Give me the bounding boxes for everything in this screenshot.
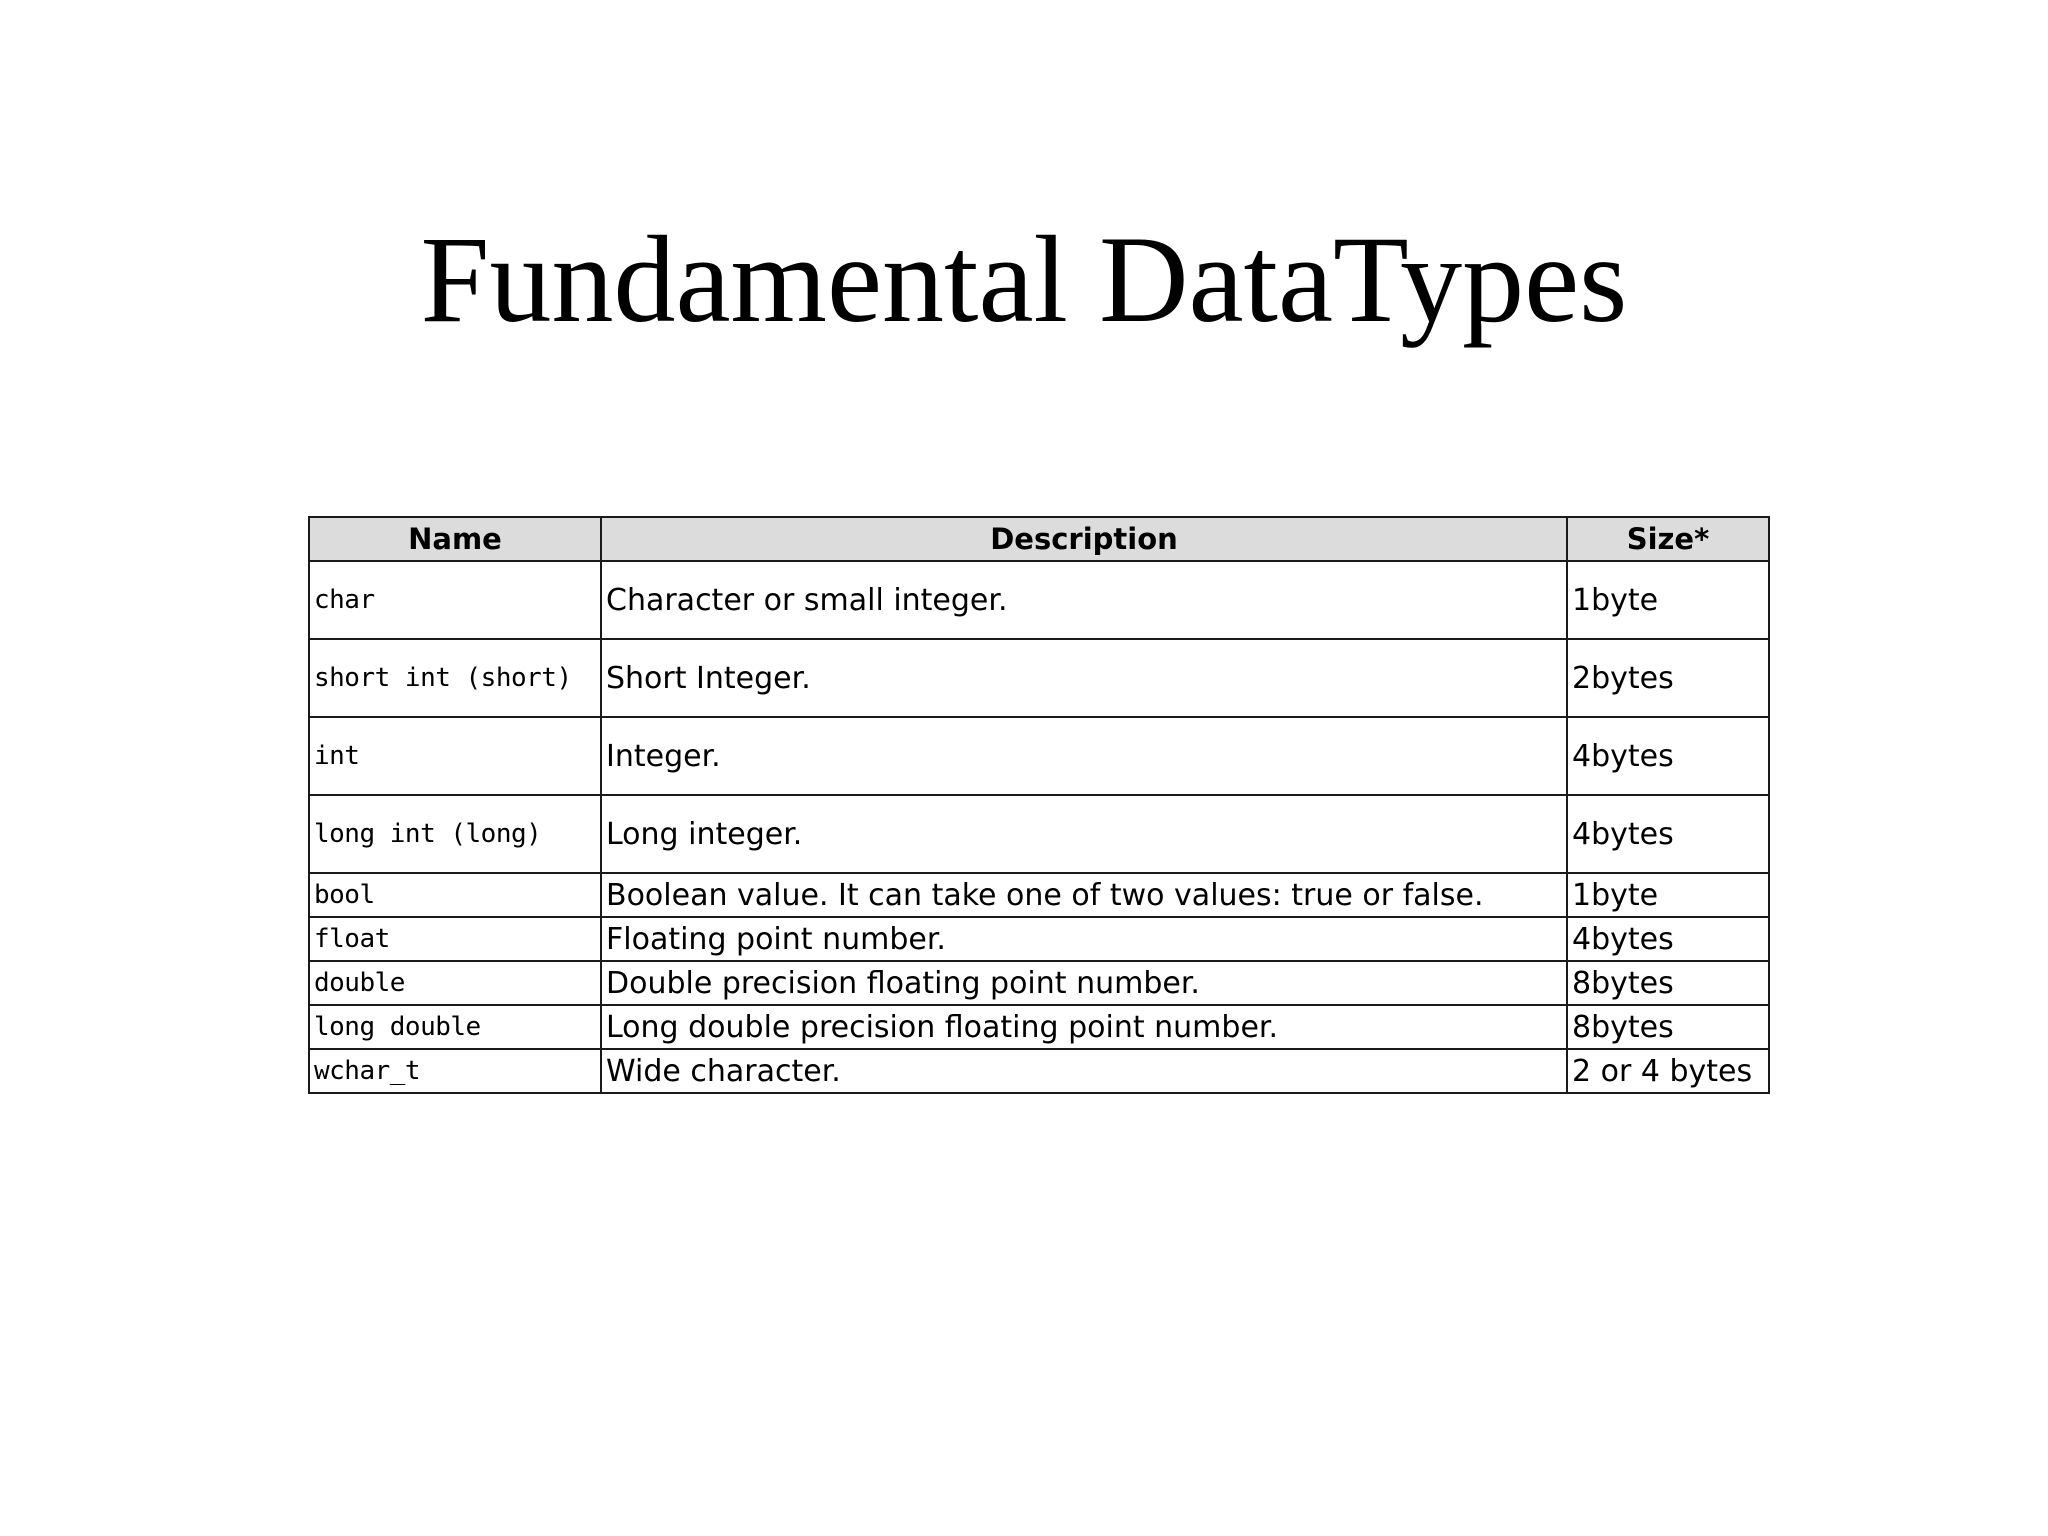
type-size-cell: 2 or 4 bytes — [1567, 1049, 1769, 1093]
type-name-cell: short int (short) — [309, 639, 601, 717]
table-row — [309, 795, 1769, 873]
table-header-row — [309, 517, 1769, 561]
type-description-cell: Integer. — [601, 717, 1567, 795]
table-row — [309, 561, 1769, 639]
type-size-cell: 1byte — [1567, 561, 1769, 639]
header-size: Size* — [1567, 517, 1769, 561]
table-row — [309, 961, 1769, 1005]
table-row — [309, 639, 1769, 717]
header-name: Name — [309, 517, 601, 561]
type-description-cell: Long integer. — [601, 795, 1567, 873]
table-row — [309, 1005, 1769, 1049]
type-name-cell: float — [309, 917, 601, 961]
type-description-cell: Short Integer. — [601, 639, 1567, 717]
type-name-cell: wchar_t — [309, 1049, 601, 1093]
type-size-cell: 8bytes — [1567, 961, 1769, 1005]
type-name-cell: int — [309, 717, 601, 795]
table-row — [309, 873, 1769, 917]
type-description-cell: Boolean value. It can take one of two values: true or false. — [601, 873, 1567, 917]
type-description-cell: Character or small integer. — [601, 561, 1567, 639]
type-description-cell: Floating point number. — [601, 917, 1567, 961]
header-description: Description — [601, 517, 1567, 561]
type-name-cell: long double — [309, 1005, 601, 1049]
type-size-cell: 2bytes — [1567, 639, 1769, 717]
type-size-cell: 8bytes — [1567, 1005, 1769, 1049]
type-size-cell: 1byte — [1567, 873, 1769, 917]
type-size-cell: 4bytes — [1567, 917, 1769, 961]
table-row — [309, 917, 1769, 961]
type-description-cell: Double precision floating point number. — [601, 961, 1567, 1005]
type-name-cell: double — [309, 961, 601, 1005]
table-row — [309, 1049, 1769, 1093]
type-description-cell: Wide character. — [601, 1049, 1567, 1093]
table-row — [309, 717, 1769, 795]
type-size-cell: 4bytes — [1567, 795, 1769, 873]
type-name-cell: long int (long) — [309, 795, 601, 873]
datatypes-table — [308, 516, 1770, 1094]
type-size-cell: 4bytes — [1567, 717, 1769, 795]
slide-title: Fundamental DataTypes — [420, 211, 1628, 348]
type-name-cell: bool — [309, 873, 601, 917]
type-name-cell: char — [309, 561, 601, 639]
type-description-cell: Long double precision floating point number. — [601, 1005, 1567, 1049]
